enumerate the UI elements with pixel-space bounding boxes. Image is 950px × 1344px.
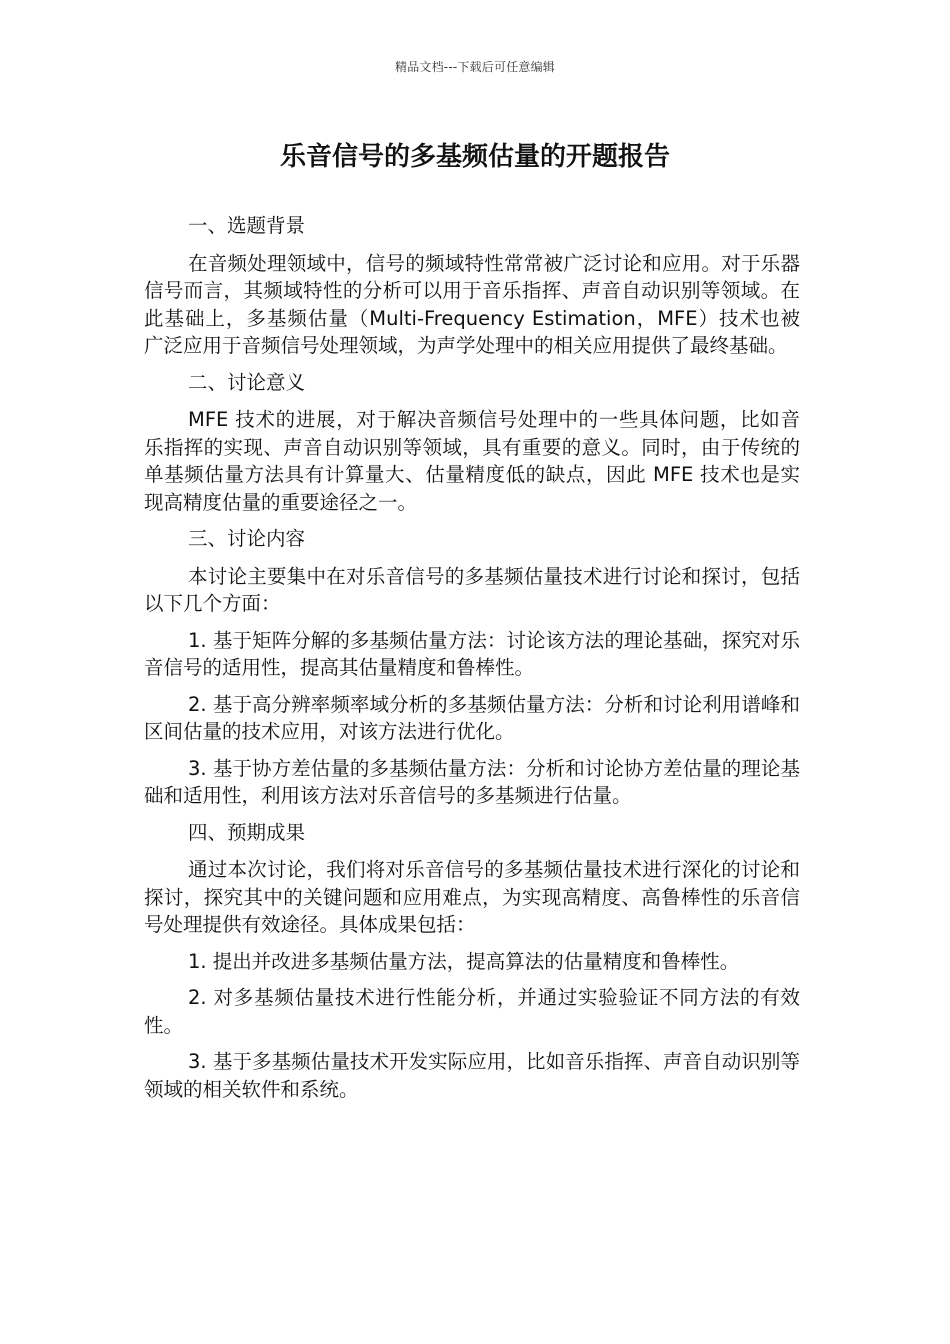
document-title: 乐音信号的多基频估量的开题报告 [279, 142, 670, 172]
list-item: 3. 基于协方差估量的多基频估量方法：分析和讨论协方差估量的理论基础和适用性，利用该方法对乐音信号的多基频进行估量。 [144, 756, 800, 807]
section-significance [144, 369, 800, 517]
header-note: 精品文档---下载后可任意编辑 [395, 60, 555, 74]
section-content [144, 525, 800, 810]
section-expected-results [144, 819, 800, 1104]
list-item: 1. 提出并改进多基频估量方法，提高算法的估量精度和鲁棒性。 [188, 949, 740, 973]
section-heading: 三、讨论内容 [188, 527, 306, 550]
list-item: 2. 对多基频估量技术进行性能分析，并通过实验验证不同方法的有效性。 [144, 986, 800, 1037]
paragraph: 本讨论主要集中在对乐音信号的多基频估量技术进行讨论和探讨，包括以下几个方面： [144, 564, 800, 615]
list-item: 1. 基于矩阵分解的多基频估量方法：讨论该方法的理论基础，探究对乐音信号的适用性，提高其估量精度和鲁棒性。 [144, 628, 800, 679]
section-heading: 四、预期成果 [188, 820, 306, 844]
list-item: 3. 基于多基频估量技术开发实际应用，比如音乐指挥、声音自动识别等领域的相关软件和系统。 [144, 1050, 800, 1101]
paragraph: 通过本次讨论，我们将对乐音信号的多基频估量技术进行深化的讨论和探讨，探究其中的关键问题和应用难点，为实现高精度、高鲁棒性的乐音信号处理提供有效途径。具体成果包括： [144, 858, 800, 936]
section-heading: 一、选题背景 [188, 214, 306, 237]
section-heading: 二、讨论意义 [188, 370, 306, 394]
section-background [144, 212, 800, 360]
list-item: 2. 基于高分辨率频率域分析的多基频估量方法：分析和讨论利用谱峰和区间估量的技术应用，对该方法进行优化。 [144, 692, 800, 743]
paragraph: 在音频处理领域中，信号的频域特性常常被广泛讨论和应用。对于乐器信号而言，其频域特性的分析可以用于音乐指挥、声音自动识别等领域。在此基础上，多基频估量（Multi-Frequency Estimation，MFE）技术也被广泛应用于音频信号处理领域，为声学处理中的相关应用提供了最终基础。 [144, 251, 800, 357]
document-body [144, 212, 800, 1112]
paragraph: MFE 技术的进展，对于解决音频信号处理中的一些具体问题，比如音乐指挥的实现、声音自动识别等领域，具有重要的意义。同时，由于传统的单基频估量方法具有计算量大、估量精度低的缺点，因此 MFE 技术也是实现高精度估量的重要途径之一。 [144, 408, 800, 514]
